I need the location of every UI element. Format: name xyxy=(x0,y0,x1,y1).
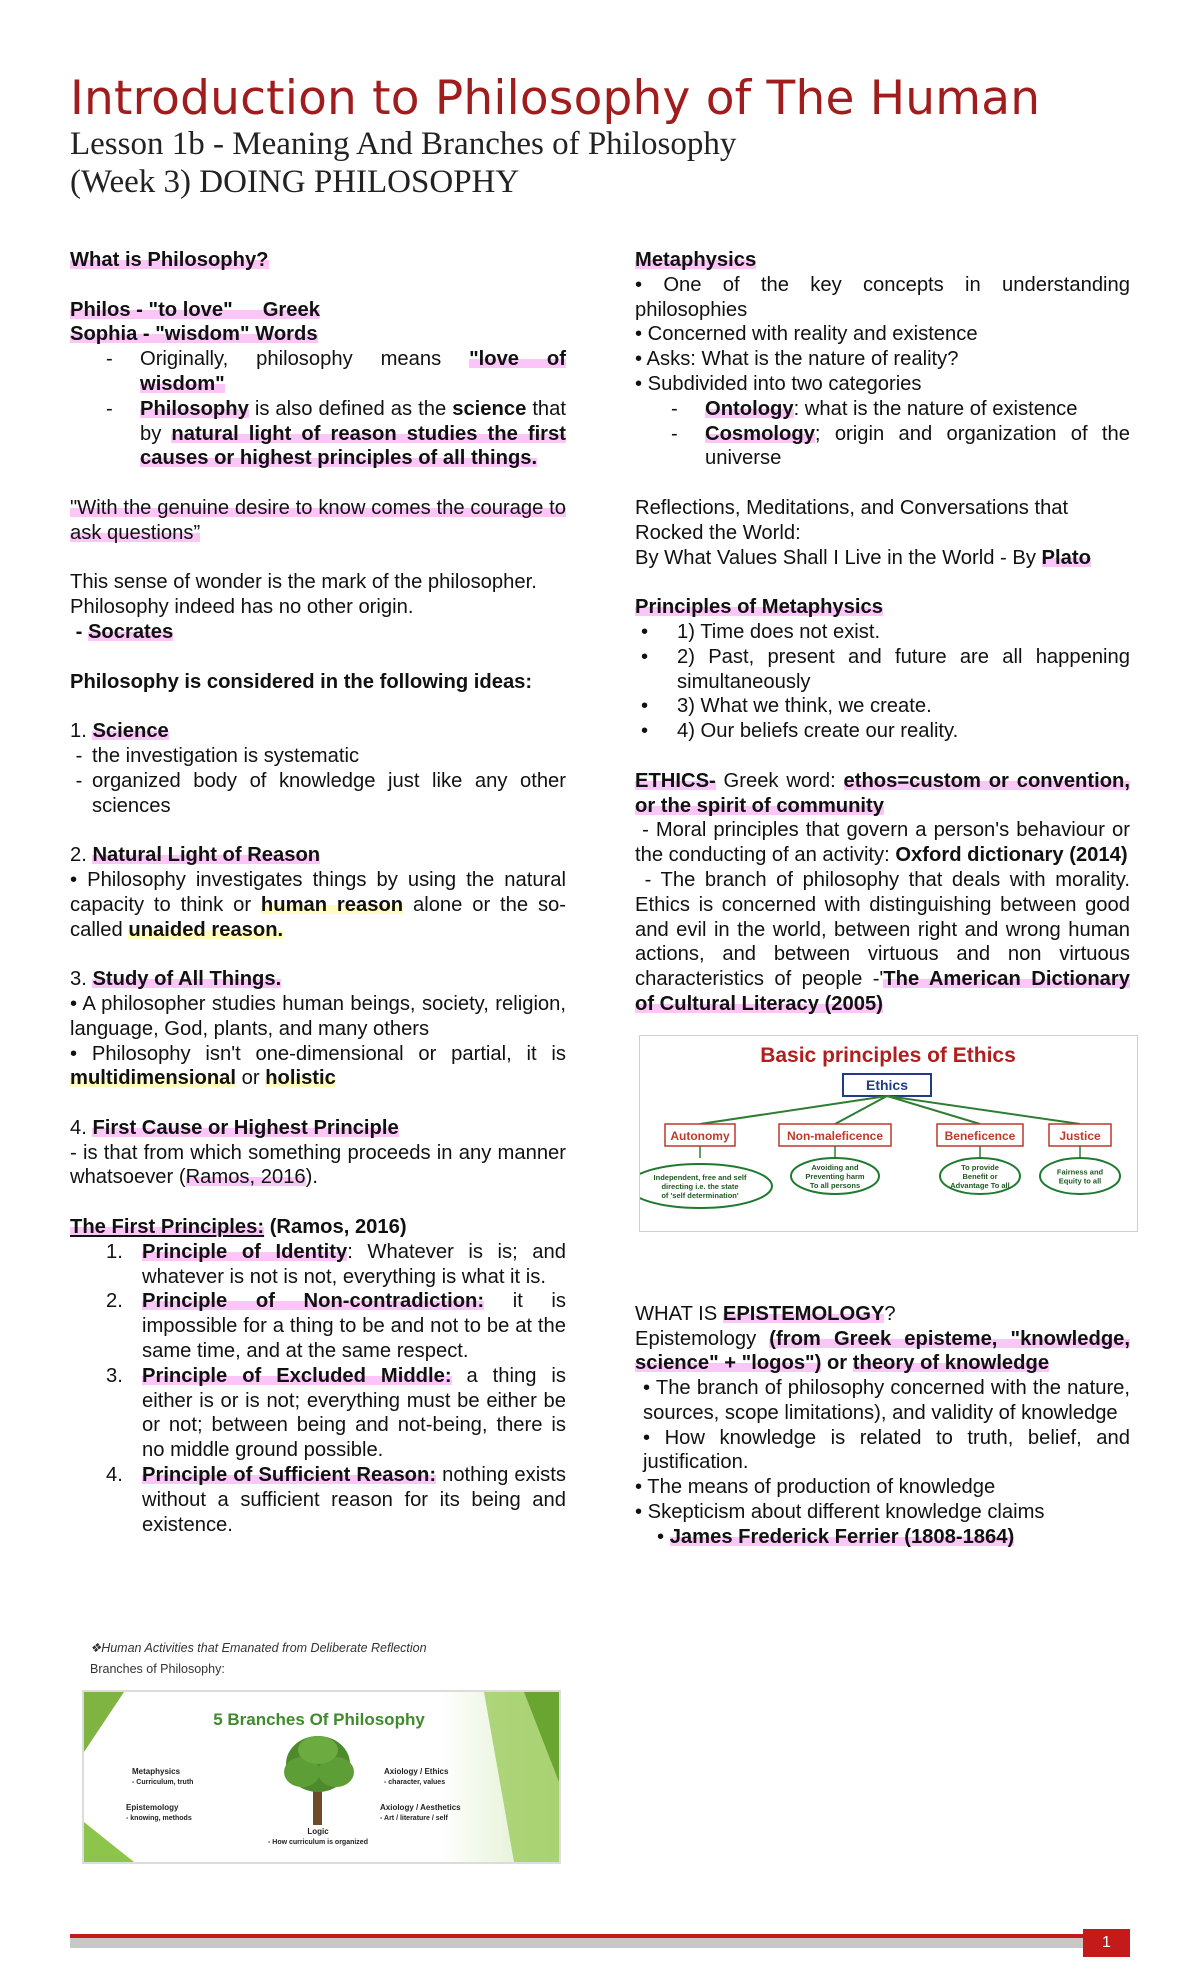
epistemology-heading: EPISTEMOLOGY xyxy=(722,1302,885,1325)
first-principle-text: nothing exists without a sufficient reason for its being and existence. xyxy=(142,1464,566,1536)
definition-2: - Philosophy is also defined as the science that by natural light of reason studies the first causes or highest principles of all things. xyxy=(106,397,566,470)
metaphysics-principle-item: • 4) Our beliefs create our reality. xyxy=(635,719,1130,744)
idea-4-text: - is that from which something proceeds in any manner whatsoever ( xyxy=(70,1141,566,1189)
multidimensional: multidimensional xyxy=(70,1067,237,1090)
first-principle-number: 2. xyxy=(106,1290,123,1313)
ethics-text: Greek word: xyxy=(715,769,844,792)
first-principle-number: 4. xyxy=(106,1464,123,1487)
metaphysics-principle-text: 2) Past, present and future are all happening simultaneously xyxy=(677,645,1130,693)
definition-2-text: is also defined as the xyxy=(248,397,453,420)
metaphysics-point-2: • Concerned with reality and existence xyxy=(635,323,978,346)
idea-3-number: 3. xyxy=(70,968,87,991)
branches-caption: ❖Human Activities that Emanated from Deliberate Reflection xyxy=(90,1641,427,1655)
ethics-leaf-text: Independent, free and self directing i.e. the state of 'self determination' xyxy=(653,1172,747,1200)
first-principle-text: it is impossible for a thing to be and not to be at the same time, and at the same respect. xyxy=(142,1290,566,1363)
axiology-ethics-label: Axiology / Ethics xyxy=(384,1767,449,1776)
definition-2-bold: natural light of reason studies the first causes or highest principles of all things. xyxy=(140,422,566,470)
first-principle-item xyxy=(70,1463,566,1537)
first-principle-name: Principle of Non-contradiction: xyxy=(142,1290,485,1313)
branches-caption-2: Branches of Philosophy: xyxy=(90,1662,225,1676)
idea-3-point-a: • A philosopher studies human beings, society, religion, language, God, plants, and many others xyxy=(70,992,566,1040)
first-principle-name: Principle of Excluded Middle: xyxy=(142,1364,452,1387)
oxford-citation: Oxford dictionary (2014) xyxy=(895,844,1128,867)
ethics-connector xyxy=(887,1096,980,1124)
principles-metaphysics-heading: Principles of Metaphysics xyxy=(635,596,883,619)
idea-4-number: 4. xyxy=(70,1116,87,1139)
what-heading: What is Philosophy? xyxy=(70,249,269,271)
ethos-definition: ethos=custom or convention, or the spirit of community xyxy=(635,769,1130,817)
ethics-definition-1: Moral principles that govern a person's behaviour or the conducting of an activity: xyxy=(635,819,1130,867)
first-principle-item xyxy=(70,1289,566,1363)
reflections-line: Reflections, Meditations, and Conversations that Rocked the World: xyxy=(635,496,1069,544)
tree-trunk xyxy=(313,1787,322,1825)
definition-2-text-2: that by xyxy=(140,397,566,445)
sophia-term: Sophia - "wisdom" xyxy=(70,323,250,346)
epistemology-point-1: • The branch of philosophy concerned with the nature, sources, scope limitations), and validity of knowledge xyxy=(643,1377,1130,1424)
first-principle-number: 3. xyxy=(106,1364,123,1387)
epistemology-etymology: (from Greek episteme, "knowledge, science" + "logos") xyxy=(635,1327,1131,1375)
ethics-principles-diagram xyxy=(639,1035,1138,1232)
first-principles-heading: The First Principles: xyxy=(70,1216,265,1239)
wonder-text: This sense of wonder is the mark of the philosopher. xyxy=(70,571,537,594)
quote: "With the genuine desire to know comes the courage to ask questions” xyxy=(70,496,566,544)
first-principle-text: a thing is either is or is not; everything must be either be or not; between being and not-being, there is no middle ground possible. xyxy=(142,1364,566,1462)
ethics-node-label: Justice xyxy=(1059,1128,1101,1143)
metaphysics-point-3: • Asks: What is the nature of reality? xyxy=(635,348,959,371)
first-principle-number: 1. xyxy=(106,1240,123,1263)
idea-1-title: Science xyxy=(92,720,169,743)
ethics-leaf-text: Fairness and Equity to all xyxy=(1056,1167,1104,1186)
idea-2-text: • Philosophy investigates things by using the natural capacity to think or xyxy=(70,868,566,916)
idea-2-number: 2. xyxy=(70,844,87,867)
week-subtitle: (Week 3) DOING PHILOSOPHY xyxy=(70,163,520,200)
metaphysics-principle-text: 1) Time does not exist. xyxy=(677,620,881,643)
ideas-heading: Philosophy is considered in the following ideas: xyxy=(70,670,533,693)
branches-title: 5 Branches Of Philosophy xyxy=(213,1710,425,1729)
first-principle-item xyxy=(70,1364,566,1463)
metaphysics-principle-item: • 1) Time does not exist. xyxy=(635,620,1130,645)
epistemology-text: Epistemology xyxy=(635,1327,770,1350)
cosmology: Cosmology xyxy=(705,422,815,445)
first-principle-item xyxy=(70,1240,566,1290)
first-principle-text: : Whatever is is; and whatever is not is not, everything is what it is. xyxy=(142,1240,566,1288)
logic-label: Logic xyxy=(307,1827,329,1836)
epistemology-heading-pre: WHAT IS xyxy=(635,1302,723,1325)
socrates: Socrates xyxy=(87,620,174,643)
ethics-diagram-svg xyxy=(640,1036,1137,1231)
metaphysics-principle-text: 4) Our beliefs create our reality. xyxy=(677,720,959,743)
ethics-node-label: Non-maleficence xyxy=(786,1128,884,1143)
idea-1-number: 1. xyxy=(70,720,87,743)
first-principle-name: Principle of Identity xyxy=(142,1240,348,1263)
ethics-node-label: Beneficence xyxy=(944,1128,1016,1143)
definition-2-science: science xyxy=(452,397,527,420)
words-label: Words xyxy=(255,323,318,346)
definition-1: - Originally, philosophy means "love of wisdom" xyxy=(106,348,566,395)
epistemology-or: or xyxy=(821,1352,853,1375)
theory-of-knowledge: theory of knowledge xyxy=(852,1352,1050,1375)
ferrier: James Frederick Ferrier (1808-1864) xyxy=(669,1525,1015,1548)
metaphysics-principle-item: • 3) What we think, we create. xyxy=(635,694,1130,719)
metaphysics-heading: Metaphysics xyxy=(635,249,757,271)
epistemology-heading-q: ? xyxy=(884,1302,896,1325)
greek-label: Greek xyxy=(262,298,320,321)
ethics-nodes xyxy=(640,1096,1120,1208)
page-number: 1 xyxy=(1083,1929,1130,1957)
metaphysics-point-1: • One of the key concepts in understanding philosophies xyxy=(635,273,1130,321)
epistemology-sub: - knowing, methods xyxy=(126,1815,192,1822)
epistemology-point-4: • Skepticism about different knowledge claims xyxy=(635,1501,1045,1524)
metaphysics-sub: - Curriculum, truth xyxy=(132,1779,194,1786)
cosmology-text: ; origin and organization of the universe xyxy=(705,422,1130,470)
lesson-subtitle: Lesson 1b - Meaning And Branches of Philosophy xyxy=(70,126,737,163)
holistic: holistic xyxy=(265,1067,336,1090)
axiology-aesthetics-sub: - Art / literature / self xyxy=(380,1815,448,1822)
idea-3-or: or xyxy=(236,1067,266,1090)
branches-svg xyxy=(84,1692,559,1862)
first-principles-citation: (Ramos, 2016) xyxy=(269,1216,407,1239)
idea-2-text-2: alone or the so-called xyxy=(70,893,567,941)
ethics-connector xyxy=(887,1096,1080,1124)
left-column: What is Philosophy? Philos - "to love" Greek Sophia - "wisdom" Words - Originally, philosophy means "love of wisdom" - Philosophy is also defined as the science that by natural light of reason studies the first causes or highest principles of all things. "With the genuine desire to know comes the courage to ask questions” This sense of wonder is the mark of the philosopher. Philosophy indeed has no other origin. - Socrates Philosophy is considered in the following ideas: 1. Science - the investigation is systematic - organized body of knowledge just like any other sciences 2. Natural Light of Reason • Philosophy investigates things by using the natural capacity to think or human reason alone or the so-called unaided reason. 3. Study of All Things. • A philosopher studies human beings, society, religion, language, God, plants, and many others • Philosophy isn't one-dimensional or partial, it is multidimensional or holistic 4. First Cause or Highest Principle - is that from which something proceeds in any manner whatsoever (Ramos, 2016). The First Principles: (Ramos, 2016) 1. Principle of Identity: Whatever is is; and whatever is not is not, everything is what it is. 2. Principle of Non-contradiction: it is impossible for a thing to be and not to be at the same time, and at the same respect. 3. Principle of Excluded Middle: a thing is either is or is not; everything must be either be or not; between being and not-being, there is no middle ground possible. 4. Principle of Sufficient Reason: nothing exists without a sufficient reason for its being and existence. xyxy=(70,249,567,1536)
idea-1-point-b: organized body of knowledge just like any other sciences xyxy=(92,769,566,817)
branches-of-philosophy-image xyxy=(82,1690,561,1864)
ethics-leaf-text: Avoiding and Preventing harm To all persons xyxy=(805,1162,865,1190)
ethics-node-label: Autonomy xyxy=(670,1128,730,1143)
definition-1-text: Originally, philosophy means xyxy=(140,348,470,371)
philos-term: Philos - "to love" xyxy=(70,298,233,321)
plato: Plato xyxy=(1041,546,1091,569)
first-principles-list xyxy=(70,1240,566,1538)
ethics-root-label: Ethics xyxy=(865,1076,909,1093)
idea-2-title: Natural Light of Reason xyxy=(92,844,321,867)
epistemology-label: Epistemology xyxy=(126,1803,179,1812)
ethics-label: ETHICS- xyxy=(635,769,716,792)
ethics-diagram-title: Basic principles of Ethics xyxy=(760,1043,1016,1067)
origin-text: Philosophy indeed has no other origin. xyxy=(70,596,414,619)
ethics-leaf-text: To provide Benefit or Advantage To all xyxy=(950,1162,1010,1190)
axiology-ethics-sub: - character, values xyxy=(384,1779,446,1786)
idea-1-point-a: the investigation is systematic xyxy=(92,744,360,767)
first-principle-name: Principle of Sufficient Reason: xyxy=(142,1464,437,1487)
axiology-aesthetics-label: Axiology / Aesthetics xyxy=(380,1803,461,1812)
page-title: Introduction to Philosophy of The Human xyxy=(70,71,1041,126)
metaphysics-principle-text: 3) What we think, we create. xyxy=(677,695,932,718)
metaphysics-principle-item: • 2) Past, present and future are all happening simultaneously xyxy=(641,645,1130,693)
epistemology-point-3: • The means of production of knowledge xyxy=(635,1476,996,1499)
definition-2-term: Philosophy xyxy=(140,397,249,420)
page-header xyxy=(70,72,1150,202)
love-of-wisdom: "love of wisdom" xyxy=(140,348,566,395)
principles-metaphysics-list xyxy=(635,620,1130,744)
idea-3-title: Study of All Things. xyxy=(92,968,282,991)
american-dictionary-citation: The American Dictionary of Cultural Literacy (2005) xyxy=(635,968,1130,1015)
ethics-definition-2: The branch of philosophy that deals with morality. Ethics is concerned with distinguishing between good and evil in the world, between right and wrong human actions, and between virtuous and non virtuous characteristics of people -' xyxy=(635,868,1130,991)
logic-sub: - How curriculum is organized xyxy=(268,1839,368,1846)
idea-4-text-end: ). xyxy=(305,1166,318,1189)
unaided-reason: unaided reason. xyxy=(128,918,284,941)
idea-4-citation: Ramos, 2016 xyxy=(185,1166,306,1189)
idea-3-point-b: • Philosophy isn't one-dimensional or partial, it is xyxy=(70,1042,566,1065)
metaphysics-point-4: • Subdivided into two categories xyxy=(635,372,922,395)
idea-4-title: First Cause or Highest Principle xyxy=(92,1116,399,1139)
epistemology-point-2: • How knowledge is related to truth, belief, and justification. xyxy=(643,1426,1130,1474)
human-reason: human reason xyxy=(260,893,404,916)
ontology-text: : what is the nature of existence xyxy=(793,397,1078,420)
ontology: Ontology xyxy=(705,397,794,420)
values-line: By What Values Shall I Live in the World - By xyxy=(635,546,1042,569)
metaphysics-label: Metaphysics xyxy=(132,1767,181,1776)
footer-bar xyxy=(70,1934,1130,1948)
right-column: Metaphysics • One of the key concepts in understanding philosophies • Concerned with reality and existence • Asks: What is the nature of reality? • Subdivided into two categories - Ontology: what is the nature of existence - Cosmology; origin and organization of the universe Reflections, Meditations, and Conversations that Rocked the World: By What Values Shall I Live in the World - By Plato Principles of Metaphysics • 1) Time does not exist. • 2) Past, present and future are all happening simultaneously • 3) What we think, we create. • 4) Our beliefs create our reality. ETHICS- Greek word: ethos=custom or convention, or the spirit of community - Moral principles that govern a person's behaviour or the conducting of an activity: Oxford dictionary (2014) - The branch of philosophy that deals with morality. Ethics is concerned with distinguishing between good and evil in the world, between right and wrong human actions, and between virtuous and non virtuous characteristics of people -'The American Dictionary of Cultural Literacy (2005) Basic principles of Ethics Ethics Autonomy Independent, free and self directing i.e. the state of 'self determination' Non-maleficence Avoiding and Preventing harm To all persons Beneficence To provide Benefit or Advantage To all Justice Fairness and Equity to all WHAT IS EPISTEMOLOGY? Epistemology (from Greek episteme, "knowledge, science" + "logos") or theory of knowledge • The branch of philosophy concerned with the nature, sources, scope limitations), and validity of knowledge • How knowledge is related to truth, belief, and justification. • The means of production of knowledge • Skepticism about different knowledge claims • James Frederick Ferrier (1808-1864) xyxy=(635,248,1130,1550)
